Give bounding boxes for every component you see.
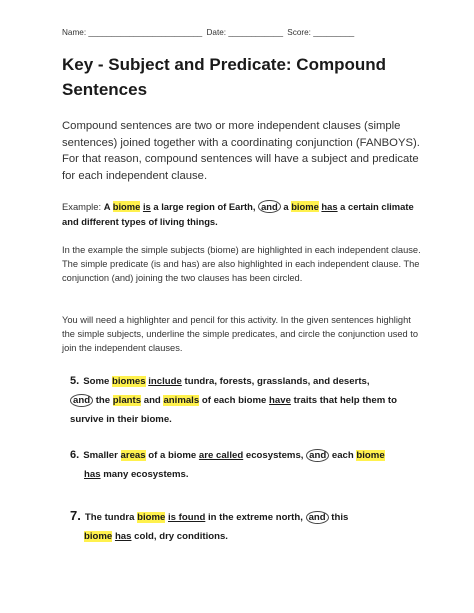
date-field: Date: ____________ [206,28,284,37]
example-label: Example: [62,201,104,212]
example-subject-1: biome [112,201,141,212]
question-text: tundra, forests, grasslands, and deserts, [181,376,370,387]
q6-subject-2: biome [356,450,385,461]
question-number: 7. [70,508,81,523]
question-text: ecosystems, [243,450,304,461]
question-continuation [70,469,189,480]
example-text: A [103,201,113,212]
question-text: of each biome [199,395,270,406]
question-text: of a biome [145,450,199,461]
question-text: each [329,450,357,461]
q6-predicate-1: are called [198,450,244,461]
question-continuation [70,531,228,542]
question-text: in the extreme north, [205,512,303,523]
question-6 [70,446,400,484]
question-text: and [141,395,164,406]
example-paragraph [62,199,422,229]
q6-predicate-2: has [84,469,101,480]
q6-conjunction: and [306,449,329,462]
score-field: Score: _________ [287,28,355,37]
page-title: Key - Subject and Predicate: Compound Sentences [62,55,386,99]
q7-predicate-2: has [114,531,132,542]
example-text: a [280,201,292,212]
name-field: Name: _________________________ [62,28,203,37]
q5-conjunction: and [70,394,93,407]
q5-subject-3: animals [163,395,200,406]
example-text: a large region of Earth, [150,201,256,212]
question-text: this [328,512,349,523]
instructions-paragraph: You will need a highlighter and pencil for this activity. In the given sentences highlight the simple subjects, underline the simple predicates, and circle the conjunction used to join the independent clauses. [62,315,419,353]
question-text: Smaller [83,450,121,461]
q5-subject-1: biomes [111,376,146,387]
explanation-paragraph: In the example the simple subjects (biome) are highlighted in each independent clause. The simple predicate (is and has) are also highlighted in each independent clause. The conjunction (and) joining the two clauses has been circled. [62,245,421,283]
question-number: 6. [70,449,80,461]
q6-subject-1: areas [120,450,146,461]
example-text: a certain climate and different types of living things. [62,201,414,227]
q7-subject-2: biome [84,531,113,542]
example-subject-2: biome [291,201,319,212]
question-text: the [93,395,113,406]
question-7 [70,506,400,546]
q7-conjunction: and [306,511,329,524]
q5-subject-2: plants [112,395,142,406]
q7-predicate-1: is found [168,512,206,523]
q7-subject-1: biome [137,512,166,523]
question-text: Some [83,376,112,387]
intro-paragraph: Compound sentences are two or more independent clauses (simple sentences) joined together with a coordinating conjunction (FANBOYS). For that reason, compound sentences will have a subject and predicate for each independent clause. [62,120,420,182]
example-conjunction: and [258,200,281,213]
question-text: many ecosystems. [100,469,189,480]
question-5 [70,372,400,429]
question-number: 5. [70,375,80,387]
question-text: traits that help them to survive in their biome. [70,395,397,425]
example-predicate-2: has [321,201,338,212]
q5-predicate-1: include [148,376,182,387]
q5-predicate-2: have [269,395,291,406]
question-text: cold, dry conditions. [131,531,228,542]
header-line [62,28,356,37]
example-predicate-1: is [142,201,151,212]
example-sentence [62,201,414,227]
question-text: The tundra [84,512,138,523]
